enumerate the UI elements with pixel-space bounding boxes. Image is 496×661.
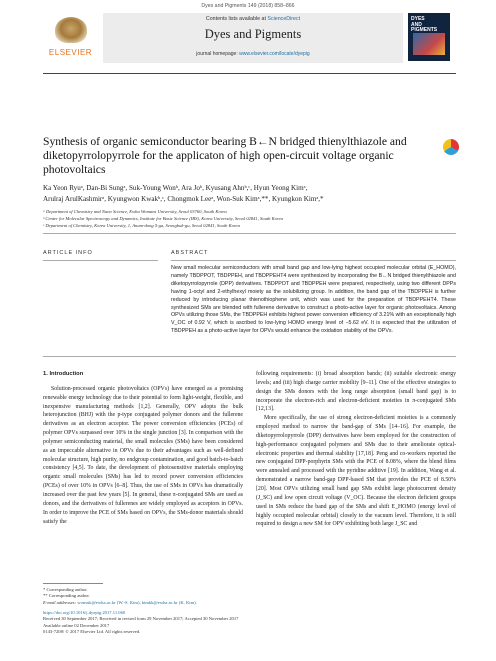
header-divider — [43, 73, 456, 74]
abstract-divider — [171, 260, 456, 261]
contents-line: Contents lists available at ScienceDirect — [205, 16, 301, 22]
article-footer — [43, 610, 343, 636]
intro-paragraph-3: More specifically, the use of strong electron-deficient moieties is a commonly employed method to narrow the band-gap of SMs [14–16]. For example, the diketopyrrolopyrrole (DPP) derivatives have been employed for the construction of high-performance conjugated polymers and SMs due to their ameliorate optical-electronic properties and thermal stability [17,18]. Peng and co-workers reported the new conjugated DPP-porphyrin SMs with the PCE of 8.08%, where the blend films were annealed and processed with the pyridine additive [19]. In addition, Wang et al. demonstrated a narrow band-gap DPP-based SM that provides the PCE of 8.50% [20]. Most OPVs utilizing small band gap SMs exhibit large photocurrent density (J_SC) and low open circuit voltage (V_OC). Because the electron deficient groups used in SMs reduce the band gap of the SMs and shift E_HOMO (energy level of highly occupied molecular orbital) closely to the vacuum level. Therefore, it is still required to design a new SM for OPV exhibiting both large J_SC and — [256, 415, 456, 528]
article-title: Synthesis of organic semiconductor bearing B←N bridged thienylthiazole and diketopyrrolopyrrole for the applicaton of high open-circuit voltage organic photovoltaics — [43, 135, 407, 177]
authors-line-1: Ka Yeon Ryuᵃ, Dan-Bi Sungᵃ, Suk-Young Wonᵇ, Ara Joᵇ, Kyusang Ahnᵇ,ᶜ, Hyun Yeong Kimᵃ, — [43, 184, 308, 192]
cover-title: DYES AND PIGMENTS — [411, 16, 438, 33]
homepage-line: journal homepage: www.elsevier.com/locate/dyepig — [196, 51, 310, 57]
affiliation-c: ᶜ Department of Chemistry, Korea University, 1, Anam-dong 5-ga, Seongbuk-gu, Seoul 02841, South Korea — [43, 223, 240, 228]
corresponding-author-1: * Corresponding author. — [43, 587, 88, 592]
affiliation-divider — [43, 233, 456, 234]
email-line: E-mail addresses: wonsuk@ewha.ac.kr (W.-S. Kim), kimkk@ewha.ac.kr (K. Kim). — [43, 599, 197, 605]
right-column — [256, 370, 456, 529]
section-title: 1. Introduction — [43, 371, 84, 377]
available-online: Available online 02 December 2017 — [43, 622, 110, 628]
journal-title: Dyes and Pigments — [204, 27, 302, 41]
homepage-link[interactable]: www.elsevier.com/locate/dyepig — [239, 51, 310, 57]
affiliation-b: ᵇ Center for Molecular Spectroscopy and Dynamics, Institute for Basic Science (IBS), Korea University, Seoul 02841, South Korea — [43, 216, 283, 221]
article-info-divider — [43, 260, 158, 261]
author-list — [43, 183, 456, 204]
received-dates: Received 30 September 2017; Received in revised form 29 November 2017; Accepted 30 November 2017 — [43, 616, 239, 622]
crossmark-icon[interactable] — [443, 139, 459, 155]
publisher-logo-text: ELSEVIER — [48, 48, 93, 57]
elsevier-logo — [43, 13, 98, 61]
corresponding-author-2: ** Corresponding author. — [43, 593, 90, 599]
abstract-heading: ABSTRACT — [171, 250, 209, 256]
footnotes — [43, 587, 293, 606]
intro-paragraph-2: following requirements: (i) broad absorption bands; (ii) suitable electronic energy levels; and (iii) high charge carrier mobility [9–11]. One of the effective strategies to design the SMs donors with the long range absorption (small band gap) is to incorporate the electron-rich and electron-deficient moieties in π-conjugated SMs [12,13]. — [256, 371, 456, 413]
email-links[interactable]: wonsuk@ewha.ac.kr (W.-S. Kim), kimkk@ewha.ac.kr (K. Kim). — [77, 599, 197, 605]
authors-line-2: Arulraj ArulKashmirᵃ, Kyungwon Kwakᵇ,ᶜ, Chongmok Leeᵃ, Won-Suk Kimᵃ,**, Kyungkon Kimᵃ,* — [43, 194, 324, 203]
journal-reference: Dyes and Pigments 149 (2018) 858–866 — [201, 3, 295, 9]
affiliation-a: ᵃ Department of Chemistry and Nano Science, Ewha Womans University, Seoul 03760, South Korea — [43, 209, 227, 214]
footnote-divider — [43, 583, 103, 584]
left-column — [43, 370, 243, 526]
journal-header — [43, 13, 456, 68]
copyright: 0143-7208/ © 2017 Elsevier Ltd. All rights reserved. — [43, 629, 141, 635]
cover-image — [413, 33, 445, 55]
intro-paragraph-1: Solution-processed organic photovoltaics (OPVs) have emerged as a promising renewable energy technology due to their potential to form light-weight, flexible, and inexpensive manufacturing methods [1,2]. Generally, OPV adopts the bulk heterojunction (BHJ) with the p-type conjugated polymer donors and the fullerene derivatives as an electron acceptor. The power conversion efficiencies (PCEs) of polymer OPVs surpassed over 10% in the single junction [3]. In comparison with the polymer semiconducting material, the small molecules (SMs) have been considered as an impeccable alternative in OPVs due to their advantages such as well-defined molecular structure, high purity, no endgroup contamination, and good batch-to-batch consistency [4,5]. To date, the development of photosensitive materials employing organic small molecules (SMs) has led to record power conversion efficiencies (PCEs) of over 10% in OPVs [6–8]. Thus, the use of SMs in OPVs has dramatically increased over the past few years [5]. In general, these π-conjugated SMs are used as donors, and the derivatives of fullerenes are widely employed as acceptors in OPVs. In order to improve the PCE of SMs based on OPVs, the SMs-donor materials should satisfy the — [43, 385, 243, 525]
abstract-bottom-divider — [43, 356, 456, 357]
journal-cover-thumbnail — [408, 13, 450, 61]
doi-link[interactable]: https://doi.org/10.1016/j.dyepig.2017.11.060 — [43, 610, 126, 615]
header-band — [103, 13, 403, 63]
abstract-text: New small molecular semiconductors with small band gap and low-lying highest occupied molecular orbital (E_HOMO), namely TBDPPOT, TBDPPEH, and TBDPPEHT4 were synthesized by incorporating the B←N bridged thienylthiazole and diketopyrrolopyrrole (DPP) derivatives. TBDPPOT and TBDPPEH were prepared, respectively, using two different DPPs having 1-octyl and 2-ethylhexyl moiety as the solubilizing group. In addition, the band gap of the TBDPPEH is further reduced by introducing planar thienothiophene unit, which was used for the preparation of TBDPPEHT4. These synthesized SMs are blended with fullerene derivative to construct a photo-active layer for organic photovoltaics. Among OPVs utilizing those SMs, the TBDPPEH exhibits highest power conversion efficiency of 3.21% with an exceptionally high V_OC of 0.92 V, which is ascribed to low-lying HOMO energy level of −5.62 eV. It is expected that the utilization of TBDPPEH as a photo-active layer for OPVs would enhance the oxidation stability of the OPVs. — [171, 265, 456, 335]
article-info-heading: ARTICLE INFO — [43, 250, 93, 256]
tree-icon — [55, 17, 87, 43]
affiliations — [43, 208, 456, 229]
sciencedirect-link[interactable]: ScienceDirect — [267, 16, 301, 22]
